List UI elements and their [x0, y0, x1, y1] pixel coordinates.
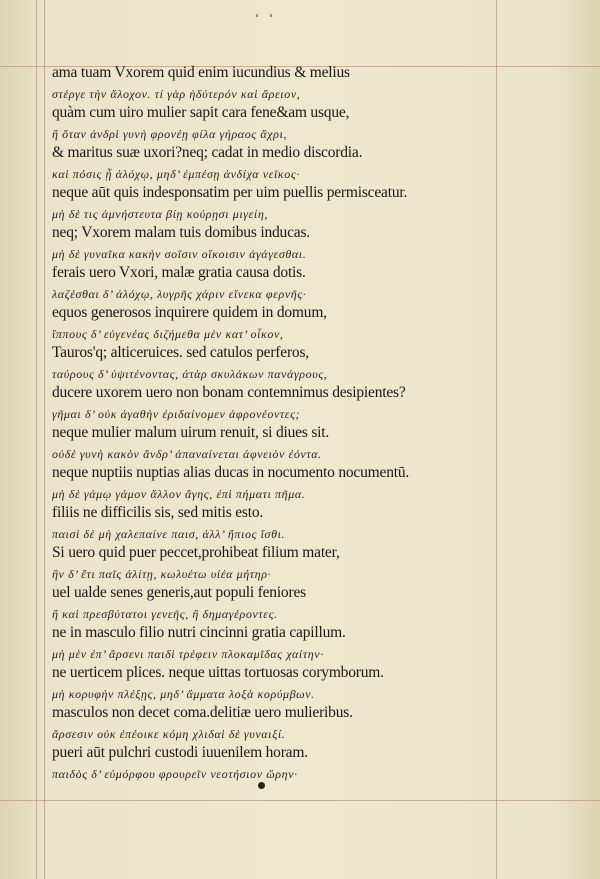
bottom-ornament-dot	[258, 782, 265, 789]
greek-interlinear-line: λαζέσθαι δ’ ἀλόχῳ, λυγρῆς χάριν εἵνεκα φερνῆς·	[52, 287, 307, 301]
greek-interlinear-line: παισὶ δὲ μὴ χαλεπαίνε παισ, ἀλλ’ ἤπιος ἴσθι.	[52, 527, 286, 541]
greek-interlinear-line: παιδὸς δ’ εὐμόρφου φρουρεῖν νεοτήσιον ὥρην·	[52, 767, 298, 781]
greek-interlinear-line: γῆμαι δ’ οὐκ ἀγαθὴν ἐριδαίνομεν ἀφρονέοντες;	[52, 407, 301, 421]
greek-interlinear-line: ἵππους δ’ εὐγενέας διζήμεθα μὲν κατ’ οἶκον,	[52, 327, 284, 341]
latin-text-line: & maritus suæ uxori?neq; cadat in medio discordia.	[52, 143, 363, 161]
text-column	[52, 60, 512, 780]
latin-text-line: ferais uero Vxori, malæ gratia causa dotis.	[52, 263, 306, 281]
latin-text-line: Si uero quid puer peccet,prohibeat filium mater,	[52, 543, 340, 561]
latin-text-line: ne uerticem plices. neque uittas tortuosas corymborum.	[52, 663, 384, 681]
latin-text-line: neque aūt quis indesponsatim per uim puellis permisceatur.	[52, 183, 408, 201]
greek-interlinear-line: καὶ πόσις ᾗ ἀλόχῳ, μηδ’ ἐμπέσῃ ἀνδίχα νεῖκος·	[52, 167, 300, 181]
page-speck	[270, 14, 272, 17]
latin-text-line: pueri aūt pulchri custodi iuuenilem horam.	[52, 743, 308, 761]
latin-text-line: Tauros'q; alticeruices. sed catulos perferos,	[52, 343, 309, 361]
latin-text-line: neque nuptiis nuptias alias ducas in nocumento nocumentū.	[52, 463, 410, 481]
margin-rule-left	[36, 0, 37, 879]
page-speck	[256, 14, 258, 17]
latin-text-line: quàm cum uiro mulier sapit cara fene&am usque,	[52, 103, 350, 121]
greek-interlinear-line: ταύρους δ’ ὑψιτένοντας, ἀτὰρ σκυλάκων πανάγρους,	[52, 367, 328, 381]
latin-text-line: filiis ne difficilis sis, sed mitis esto.	[52, 503, 264, 521]
greek-interlinear-line: στέργε τὴν ἄλοχον. τί γὰρ ἡδύτερόν καὶ ἄρειον,	[52, 87, 301, 101]
latin-text-line: ducere uxorem uero non bonam contemnimus desipientes?	[52, 383, 406, 401]
latin-text-line: ama tuam Vxorem quid enim iucundius & melius	[52, 63, 350, 81]
greek-interlinear-line: ἢ καὶ πρεσβύτατοι γενεῆς, ἢ δημαγέροντες.	[52, 607, 278, 621]
margin-rule-bottom	[0, 800, 600, 801]
greek-interlinear-line: μὴ κορυφὴν πλέξῃς, μηδ’ ἄμματα λοξὰ κορύμβων.	[52, 687, 315, 701]
latin-text-line: equos generosos inquirere quidem in domum,	[52, 303, 327, 321]
latin-text-line: ne in masculo filio nutri cincinni gratia capillum.	[52, 623, 346, 641]
greek-interlinear-line: μὴ δὲ γυναῖκα κακὴν σοῖσιν οἴκοισιν ἀγάγεσθαι.	[52, 247, 307, 261]
latin-text-line: neque mulier malum uirum renuit, si diues sit.	[52, 423, 330, 441]
greek-interlinear-line: ἢν δ’ ἔτι παῖς ἀλίτῃ, κωλυέτω υἱέα μήτηρ·	[52, 567, 272, 581]
margin-rule-left-inner	[44, 0, 45, 879]
latin-text-line: uel ualde senes generis,aut populi feniores	[52, 583, 306, 601]
greek-interlinear-line: ἢ ὅταν ἀνδρὶ γυνὴ φρονέῃ φίλα γήραος ἄχρι,	[52, 127, 288, 141]
greek-interlinear-line: μὴ μὲν ἐπ’ ἄρσενι παιδὶ τρέφειν πλοκαμῖδας χαίτην·	[52, 647, 324, 661]
greek-interlinear-line: μὴ δὲ γάμῳ γάμον ἄλλον ἄγης, ἐπὶ πήματι πῆμα.	[52, 487, 306, 501]
greek-interlinear-line: μὴ δὲ τις ἀμνήστευτα βίῃ κούρῃσι μιγείη,	[52, 207, 269, 221]
latin-text-line: masculos non decet coma.delitiæ uero mulieribus.	[52, 703, 353, 721]
greek-interlinear-line: οὐδὲ γυνὴ κακὸν ἄνδρ’ ἀπαναίνεται ἀφνειὸν ἐόντα.	[52, 447, 322, 461]
latin-text-line: neq; Vxorem malam tuis domibus inducas.	[52, 223, 310, 241]
greek-interlinear-line: ἄρσεσιν οὐκ ἐπέοικε κόμη χλιδαὶ δὲ γυναιξί.	[52, 727, 286, 741]
